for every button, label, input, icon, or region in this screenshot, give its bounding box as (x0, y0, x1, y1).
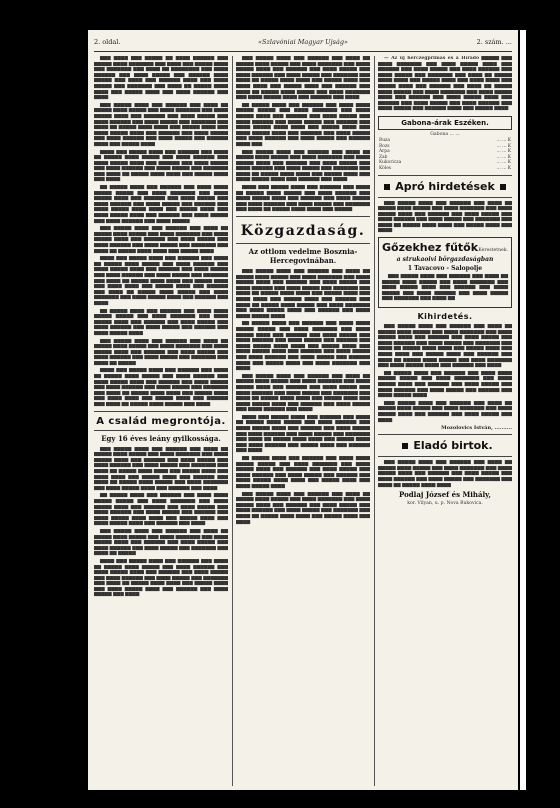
section-title: A család megrontója. (96, 415, 226, 427)
sale-title: Eladó birtok. (378, 439, 512, 452)
square-ornament-icon (384, 184, 390, 190)
ad-subtitle: a strukaoivi börgazdaságban (396, 256, 494, 264)
section-rule (378, 434, 512, 435)
column-divider (374, 56, 375, 786)
article-subtitle: Egy 16 éves leány gyilkossága. (101, 433, 221, 443)
column-3 (378, 56, 512, 786)
price-name: Zab (379, 154, 388, 160)
section-rule (236, 243, 370, 244)
price-name: Köles (379, 165, 392, 171)
price-table-caption: Gabona ... ... (430, 131, 460, 137)
ad-brand: Gőzekhez fűtők (382, 241, 479, 255)
article-text: ▆▆▆ ▆▆▆▆▆ ▆▆▆▆ ▆▆▆ ▆▆▆▆▆▆ ▆▆▆ ▆▆▆▆ ▆▆ ▆▆▆▆▆ ▆▆▆▆ ▆▆▆▆▆ ▆▆▆ ▆▆▆▆ ▆▆▆▆▆▆▆ ▆▆▆ ▆▆▆▆ ▆▆▆▆▆ ▆▆▆▆ ▆▆▆ ▆▆▆▆▆▆ ▆▆▆ ▆▆▆▆ ▆▆▆▆▆ ▆▆▆ ▆▆▆▆ ▆▆▆▆▆▆ ▆▆▆ ▆▆▆▆ ▆▆▆▆▆ ▆▆▆ ▆▆▆▆▆▆▆ ▆▆▆ ▆▆▆▆ ▆▆ ▆▆▆▆▆ ▆▆▆▆ ▆▆▆▆ ▆▆▆ ▆▆▆▆▆ ▆▆▆▆ ▆▆▆ ▆▆▆▆ ▆▆▆▆ ▆▆▆ ▆▆▆▆▆ ▆▆▆▆ ▆▆▆ ▆▆▆▆▆▆ ▆▆▆ ▆▆▆▆ ▆▆ ▆▆▆▆▆ ▆▆▆▆ ▆▆▆▆▆ ▆▆▆ ▆▆▆▆ ▆▆▆▆▆▆▆ ▆▆▆ ▆▆▆▆ ▆▆▆▆▆ ▆▆▆▆ ▆▆▆ ▆▆▆▆▆▆ ▆▆▆ ▆▆▆▆ ▆▆ ▆▆▆▆▆ ▆▆▆▆ ▆▆▆ ▆▆▆▆▆▆ ▆▆▆ ▆▆▆▆ ▆▆▆▆ ▆▆▆▆▆ ▆▆▆▆▆ ▆▆▆ ▆▆▆▆ ▆▆▆▆▆▆▆ ▆▆▆ ▆▆▆▆ ▆▆▆▆▆ ▆▆▆▆ ▆▆▆ ▆▆▆▆▆▆ ▆▆▆ ▆▆▆▆ ▆▆▆▆▆ ▆▆▆ ▆▆▆▆ ▆▆▆▆▆▆ ▆▆▆ ▆▆▆▆ ▆▆▆▆▆ ▆▆▆ ▆▆▆▆▆▆ ▆▆▆ ▆▆▆▆ ▆▆▆▆▆ ▆▆▆▆ ▆▆▆▆ ▆▆▆ ▆▆▆▆▆ ▆▆▆▆ ▆▆▆ ▆▆▆▆ ▆▆▆▆▆ ▆▆▆▆ ▆▆▆ ▆▆▆▆▆▆ ▆▆▆ ▆▆▆▆ ▆▆▆▆▆ ▆▆▆ ▆▆▆▆ ▆▆▆▆▆▆ ▆▆▆ ▆▆▆▆ ▆▆▆▆▆ ▆▆▆ ▆▆▆▆▆▆ ▆▆▆▆ ▆▆▆ ▆▆▆ ▆▆▆▆▆ ▆▆▆▆ ▆▆▆ ▆▆▆▆▆▆ ▆▆▆ ▆▆▆▆ ▆▆ ▆▆▆▆▆ ▆▆▆▆ ▆▆▆▆▆ ▆▆▆ ▆▆▆▆ ▆▆▆▆▆▆▆ ▆▆▆ ▆▆▆▆ ▆▆▆▆▆ ▆▆▆▆ ▆▆▆ ▆▆▆▆▆▆ ▆▆▆ ▆▆▆▆ ▆▆▆▆▆ ▆▆▆ ▆▆▆▆ ▆▆▆▆▆▆ ▆▆▆ ▆▆▆▆ ▆▆▆▆▆ ▆▆▆ ▆▆▆▆▆▆▆ ▆▆▆ ▆▆▆▆ ▆▆ ▆▆▆▆▆ ▆▆▆▆ ▆▆▆▆ ▆▆▆ ▆▆▆▆▆ ▆▆▆▆ ▆▆▆ ▆▆▆▆ ▆▆▆▆▆ ▆▆▆▆ ▆▆▆ ▆▆▆▆▆▆ ▆▆▆ ▆▆▆▆ ▆▆▆▆ ▆▆▆ ▆▆▆▆▆ ▆▆▆▆ ▆▆▆ ▆▆▆▆▆▆ ▆▆▆ ▆▆▆▆ ▆▆ ▆▆▆▆▆ ▆▆▆▆ ▆▆▆▆▆ ▆▆▆ ▆▆▆▆ ▆▆▆▆▆▆ ▆▆▆ ▆▆▆▆ ▆▆▆▆▆ ▆▆▆▆ ▆▆▆ ▆▆▆▆▆▆ ▆▆▆ ▆▆▆▆ ▆▆▆▆▆ ▆▆▆ ▆▆▆▆ ▆▆▆▆▆▆ ▆▆▆ ▆▆▆▆ ▆▆▆▆▆ ▆▆▆ ▆▆▆▆▆▆▆ ▆▆▆ ▆▆▆▆ ▆▆ ▆▆▆▆▆ ▆▆▆▆ ▆▆▆▆ ▆▆▆ ▆▆▆▆▆ (236, 56, 370, 213)
sale-contact: Podlaj József és Mihály, (399, 490, 491, 500)
square-ornament-icon (402, 443, 408, 449)
small-ads-title: Apró hirdetések (378, 180, 512, 193)
square-ornament-icon (500, 184, 506, 190)
page-number: 2. oldal. (94, 38, 121, 46)
ad-location: 1 Tavacovo - Salopolje (407, 265, 483, 273)
newspaper-page (88, 30, 518, 790)
price-box-title: Gabona-árak Eszéken. (378, 116, 512, 130)
price-value: ... ... K (496, 143, 511, 149)
article-text: ▆▆▆ ▆▆▆▆▆ ▆▆▆▆ ▆▆▆ ▆▆▆▆▆▆ ▆▆▆ ▆▆▆▆ ▆▆ ▆▆▆▆▆ ▆▆▆▆ ▆▆▆▆▆ ▆▆▆ ▆▆▆▆ ▆▆▆▆▆▆▆ ▆▆▆ ▆▆▆▆ ▆▆▆▆▆ ▆▆▆▆ ▆▆▆ ▆▆▆▆▆▆ ▆▆▆ ▆▆▆▆ ▆▆▆▆▆ ▆▆▆ ▆▆▆▆ ▆▆▆▆▆▆ ▆▆▆ ▆▆▆▆ ▆▆▆▆▆ ▆▆▆ ▆▆▆▆▆▆▆ ▆▆▆ ▆▆▆▆ ▆▆ ▆▆▆▆▆ ▆▆▆▆ ▆▆▆▆ ▆▆▆ ▆▆▆▆▆ ▆▆▆▆ ▆▆▆ ▆▆▆▆ ▆▆▆▆ ▆▆▆ ▆▆▆▆▆ ▆▆▆▆ ▆▆▆ ▆▆▆▆▆▆ ▆▆▆ ▆▆▆▆ ▆▆ ▆▆▆▆▆ ▆▆▆▆ ▆▆▆▆▆ ▆▆▆ ▆▆▆▆ ▆▆▆▆▆▆▆ ▆▆▆ ▆▆▆▆ ▆▆▆▆▆ ▆▆▆▆ ▆▆▆ ▆▆▆▆▆▆ ▆▆▆ ▆▆▆▆ ▆▆▆▆ ▆▆▆▆▆ ▆▆▆▆ ▆▆ ▆▆▆▆▆ ▆▆▆▆ ▆▆▆ ▆▆▆▆▆▆ ▆▆▆ ▆▆▆▆ ▆▆▆▆ ▆▆▆▆▆ ▆▆▆▆▆ ▆▆▆ ▆▆▆▆ ▆▆▆▆▆▆▆ ▆▆▆ ▆▆▆▆ ▆▆▆▆▆ ▆▆▆▆ ▆▆▆ ▆▆▆▆▆▆ ▆▆▆ ▆▆▆▆ ▆▆▆▆▆ ▆▆▆ ▆▆▆▆ ▆▆▆▆▆▆ ▆▆▆ ▆▆▆▆ ▆▆▆▆▆ ▆▆▆ ▆▆▆▆▆▆ ▆▆▆ ▆▆▆▆ ▆▆▆▆▆ ▆▆▆▆ ▆▆▆▆ ▆▆▆ ▆▆▆▆▆ ▆▆▆▆ ▆▆▆ ▆▆▆▆ ▆▆▆▆▆ ▆▆▆▆ ▆▆▆ ▆▆▆▆▆▆ ▆▆▆ ▆▆▆▆ ▆▆▆▆▆ ▆▆▆ ▆▆▆▆ ▆▆▆▆▆▆ ▆▆▆ ▆▆▆▆ ▆▆▆▆▆ ▆▆▆ ▆▆▆▆▆▆ ▆▆▆▆ ▆▆▆ ▆▆▆▆▆ ▆▆▆▆ ▆▆▆ ▆▆▆▆ ▆▆▆▆▆▆▆ ▆▆▆ ▆▆▆▆ ▆▆▆ ▆▆▆▆▆ ▆▆▆▆ ▆▆▆ ▆▆▆▆▆▆ ▆▆▆ ▆▆▆▆ ▆▆ ▆▆▆▆▆ ▆▆▆▆ ▆▆▆▆▆ ▆▆▆ ▆▆▆▆ ▆▆▆▆▆▆▆ ▆▆▆ ▆▆▆▆ ▆▆▆▆▆ ▆▆▆▆ ▆▆▆ ▆▆▆▆▆▆ ▆▆▆ ▆▆▆▆ ▆▆▆▆▆ ▆▆▆ ▆▆▆▆ ▆▆▆▆▆▆ ▆▆▆ ▆▆▆▆ ▆▆▆▆▆ ▆▆▆ ▆▆▆▆▆▆▆ ▆▆▆ ▆▆▆▆ ▆▆ ▆▆▆▆▆ ▆▆▆▆ ▆▆▆▆ ▆▆▆ ▆▆▆▆▆ ▆▆▆▆ ▆▆▆ ▆▆▆▆ ▆▆▆▆▆ ▆▆▆▆ ▆▆▆ ▆▆▆▆▆▆ ▆▆▆ ▆▆▆▆ ▆▆▆▆▆ ▆▆▆ ▆▆▆▆ ▆▆▆▆▆▆ ▆▆▆ ▆▆▆▆ ▆▆▆▆ ▆▆▆ ▆▆▆▆▆ ▆▆▆▆ ▆▆▆ ▆▆▆▆▆▆ ▆▆▆ ▆▆▆▆ ▆▆ ▆▆▆▆▆ ▆▆▆▆ ▆▆▆▆▆ ▆▆▆ ▆▆▆▆ ▆▆▆▆▆▆ ▆▆▆ ▆▆▆▆ ▆▆▆▆▆ ▆▆▆▆ ▆▆▆ ▆▆▆▆▆▆ ▆▆▆ ▆▆▆▆ ▆▆▆▆▆ ▆▆▆ ▆▆▆▆ ▆▆▆▆▆▆ ▆▆▆ ▆▆▆▆ ▆▆▆▆▆ ▆▆▆ ▆▆▆▆▆▆▆ ▆▆▆ ▆▆▆▆ ▆▆ ▆▆▆▆▆ ▆▆▆▆ ▆▆▆▆ ▆▆▆ ▆▆▆▆▆ ▆▆▆▆ ▆▆▆ ▆▆▆▆ ▆▆▆▆▆▆ ▆▆▆ ▆▆▆▆▆ ▆▆▆▆ ▆▆▆ ▆▆▆▆▆▆ ▆▆▆ ▆▆▆▆ ▆▆ ▆▆▆▆▆ ▆▆▆▆ ▆▆▆ ▆▆▆▆▆▆ ▆▆▆ ▆▆▆▆ ▆▆▆▆ ▆▆▆▆▆ ▆▆▆▆▆ ▆▆▆ ▆▆▆▆ ▆▆▆▆▆▆▆ ▆▆▆ ▆▆▆▆ ▆▆▆▆▆ ▆▆▆▆ ▆▆▆ ▆▆▆▆▆▆ ▆▆▆ ▆▆▆▆ ▆▆▆▆▆ ▆▆▆ ▆▆▆▆ ▆▆▆▆▆▆ ▆▆▆ ▆▆▆▆ ▆▆▆▆▆ ▆▆▆ ▆▆▆▆▆▆ ▆▆▆ ▆▆▆▆ ▆▆▆▆▆ ▆▆▆▆ ▆▆▆▆ ▆▆▆ ▆▆▆▆▆ ▆▆▆▆ ▆▆▆ ▆▆▆▆ ▆▆▆▆▆ ▆▆▆▆ ▆▆▆ ▆▆▆▆▆ ▆▆▆▆ ▆▆▆ ▆▆▆▆▆▆ ▆▆▆ ▆▆▆▆ ▆▆ ▆▆▆▆▆ ▆▆▆▆ ▆▆▆▆▆ ▆▆▆ ▆▆▆▆ ▆▆▆▆▆▆▆ ▆▆▆ ▆▆▆▆ ▆▆▆▆▆ ▆▆▆▆ ▆▆▆ ▆▆▆▆▆▆ ▆▆▆ ▆▆▆▆ ▆▆▆▆▆ ▆▆▆ ▆▆▆▆ ▆▆▆▆▆▆ ▆▆▆ ▆▆▆▆ ▆▆▆▆▆ ▆▆▆ ▆▆▆▆▆▆▆ ▆▆▆ ▆▆▆▆ ▆▆ ▆▆▆▆▆ ▆▆▆▆ ▆▆▆▆ ▆▆▆ ▆▆▆▆▆ ▆▆▆▆ ▆▆▆ ▆▆▆▆ (236, 269, 370, 525)
section-rule (378, 175, 512, 176)
section-rule (94, 430, 228, 431)
price-name: Buza (379, 137, 390, 143)
price-name: Rozs (379, 143, 390, 149)
article-text: ▆▆▆ ▆▆▆▆▆ ▆▆▆▆ ▆▆▆ ▆▆▆▆▆▆ ▆▆▆ ▆▆▆▆ ▆▆ ▆▆▆▆▆ ▆▆▆▆ ▆▆▆▆▆ ▆▆▆ ▆▆▆▆ ▆▆▆▆▆▆▆ ▆▆▆ ▆▆▆▆ ▆▆▆▆▆ ▆▆▆▆ ▆▆▆ ▆▆▆▆▆▆ ▆▆▆ ▆▆▆▆ ▆▆▆▆▆ ▆▆▆ ▆▆▆▆ ▆▆▆▆▆▆ ▆▆▆ ▆▆▆▆ ▆▆▆▆▆ ▆▆▆ ▆▆▆▆▆▆▆ ▆▆▆ ▆▆▆▆ ▆▆ ▆▆▆▆▆ ▆▆▆▆ ▆▆▆▆ ▆▆▆ ▆▆▆▆▆ ▆▆▆▆ ▆▆▆ ▆▆▆▆ ▆▆▆▆ ▆▆▆ ▆▆▆▆▆ ▆▆▆▆ ▆▆▆ ▆▆▆▆▆▆ ▆▆▆ ▆▆▆▆ ▆▆ ▆▆▆▆▆ ▆▆▆▆ ▆▆▆▆▆ ▆▆▆ ▆▆▆▆ ▆▆▆▆▆▆▆ ▆▆▆ ▆▆▆▆ ▆▆▆▆▆ ▆▆▆▆ ▆▆▆ ▆▆▆▆▆▆ ▆▆▆ ▆▆▆▆ ▆▆ ▆▆▆▆▆ ▆▆▆▆ ▆▆▆ ▆▆▆▆▆▆ ▆▆▆ ▆▆▆▆ ▆▆▆▆ ▆▆▆▆▆ ▆▆▆▆▆ ▆▆▆ ▆▆▆▆ ▆▆▆▆▆▆▆ ▆▆▆ ▆▆▆▆ ▆▆▆▆▆ ▆▆▆▆ ▆▆▆ ▆▆▆▆▆▆ ▆▆▆ ▆▆▆▆ ▆▆▆▆▆ ▆▆▆ ▆▆▆▆ ▆▆▆▆▆▆ ▆▆▆ ▆▆▆▆ ▆▆▆▆▆ ▆▆▆ ▆▆▆▆▆▆ ▆▆▆ ▆▆▆▆ ▆▆▆▆▆ ▆▆▆▆ ▆▆▆▆ ▆▆▆ ▆▆▆▆▆ ▆▆▆▆ ▆▆▆ ▆▆▆▆ ▆▆▆▆▆ ▆▆▆▆ ▆▆▆ ▆▆▆▆▆▆ ▆▆▆ ▆▆▆▆ ▆▆▆ ▆▆▆▆▆ ▆▆▆▆ ▆▆▆ ▆▆▆▆▆▆ ▆▆▆ ▆▆▆▆ ▆▆ ▆▆▆▆▆ ▆▆▆▆ ▆▆▆▆▆ ▆▆▆ ▆▆▆▆ ▆▆▆▆▆▆▆ ▆▆▆ ▆▆▆▆ ▆▆▆▆▆ ▆▆▆▆ ▆▆▆ ▆▆▆▆▆▆ ▆▆▆ ▆▆▆▆ ▆▆▆▆▆ ▆▆▆ ▆▆▆▆ ▆▆▆▆▆▆ ▆▆▆ ▆▆▆▆ ▆▆▆▆▆ ▆▆▆ ▆▆▆▆▆▆▆ ▆▆▆ ▆▆▆▆ ▆▆ ▆▆▆▆▆ ▆▆▆▆ ▆▆▆ ▆▆▆▆▆ ▆▆▆▆ ▆▆▆ ▆▆▆▆▆▆ ▆▆▆ ▆▆▆▆ ▆▆ ▆▆▆▆▆ ▆▆▆▆ ▆▆▆▆▆ ▆▆▆ ▆▆▆▆ ▆▆▆▆▆▆ ▆▆▆ ▆▆▆▆ ▆▆▆▆▆ ▆▆▆▆ ▆▆▆ ▆▆▆▆▆▆ ▆▆▆ ▆▆▆▆ ▆▆▆▆▆ ▆▆▆ ▆▆▆▆ ▆▆▆▆▆▆ ▆▆▆ ▆▆▆▆ ▆▆▆▆▆ ▆▆▆ ▆▆▆▆▆▆▆ ▆▆▆ ▆▆▆▆ ▆▆ ▆▆▆▆▆ ▆▆▆▆ ▆▆▆▆ ▆▆▆ ▆▆▆▆▆ ▆▆▆▆ ▆▆▆ ▆▆▆▆ ▆▆▆▆▆ ▆▆▆▆ ▆▆▆ ▆▆▆▆▆▆ ▆▆▆ ▆▆▆▆ ▆▆▆▆▆ ▆▆▆ ▆▆▆▆ (94, 446, 228, 598)
column-divider (232, 56, 233, 786)
section-rule (378, 456, 512, 457)
price-name: Árpa (379, 149, 390, 155)
ad-text: ▆▆▆ ▆▆▆▆▆ ▆▆▆▆ ▆▆▆ ▆▆▆▆▆▆ ▆▆▆ ▆▆▆▆ ▆▆ ▆▆▆▆▆ ▆▆▆▆ ▆▆▆▆▆ ▆▆▆ ▆▆▆▆ ▆▆▆▆▆▆▆ ▆▆▆ ▆▆▆▆ ▆▆▆▆▆ ▆▆▆▆ ▆▆▆ ▆▆▆▆▆▆ ▆▆▆ ▆▆▆▆ ▆▆▆▆▆ ▆▆▆ ▆▆▆▆ ▆▆▆▆▆▆ ▆▆▆ ▆▆▆▆ ▆▆▆▆▆ ▆▆▆ ▆▆▆▆▆▆▆ ▆▆▆ ▆▆▆▆ ▆▆ (382, 274, 508, 302)
price-value: ... ... K (496, 154, 511, 160)
column-2 (236, 56, 370, 786)
page-header (94, 38, 512, 50)
ad-box (378, 237, 512, 308)
kihirdetes-title: Kihirdetés. (417, 312, 473, 322)
issue-number: 2. szám. ... (476, 38, 512, 46)
price-value: ... ... K (496, 165, 511, 171)
price-value: ... ... K (496, 137, 511, 143)
price-table (378, 138, 512, 172)
scan-edge (520, 30, 526, 790)
column-1 (94, 56, 228, 786)
signature: Mozolovics István, .......... (441, 425, 512, 432)
notice-text: — Az uj herczegprimás és a Híradó ▆▆▆▆▆ ▆▆▆ ▆▆▆▆ ▆▆▆▆▆▆▆ ▆▆▆ ▆▆▆▆ ▆▆▆▆▆ ▆▆▆▆ ▆▆▆ ▆▆▆▆▆▆ ▆▆▆ ▆▆▆▆ ▆▆▆▆▆ ▆▆▆ ▆▆▆▆ ▆▆▆▆▆▆ ▆▆▆ ▆▆▆▆ ▆▆▆▆▆ ▆▆▆ ▆▆▆▆▆▆▆ ▆▆▆ ▆▆▆▆ ▆▆ ▆▆▆▆▆ ▆▆▆▆ ▆▆▆▆ ▆▆▆ ▆▆▆▆▆ ▆▆▆▆ ▆▆▆ ▆▆▆▆ ▆▆▆▆ ▆▆▆ ▆▆▆▆▆ ▆▆▆▆ ▆▆▆ ▆▆▆▆▆▆ ▆▆▆ ▆▆▆▆ ▆▆ ▆▆▆▆▆ ▆▆▆▆ ▆▆▆▆▆ ▆▆▆ ▆▆▆▆ ▆▆▆▆▆▆▆ ▆▆▆ ▆▆▆▆ ▆▆▆▆▆ ▆▆▆▆ ▆▆▆ ▆▆▆▆▆▆ ▆▆▆ ▆▆▆▆ ▆▆▆▆▆ ▆▆▆▆ ▆▆▆ ▆▆▆▆▆▆ ▆▆▆ ▆▆▆▆ ▆▆▆▆▆ ▆▆▆ ▆▆▆▆ ▆▆▆▆▆▆ ▆▆▆ ▆▆▆▆ ▆▆▆▆▆ ▆▆▆ ▆▆▆▆▆▆ ▆▆▆▆ ▆▆▆ ▆▆▆▆▆ ▆▆▆▆ (378, 56, 512, 112)
price-value: ... ... K (496, 160, 511, 166)
section-rule (236, 216, 370, 217)
price-name: Kukoricza (379, 160, 402, 166)
section-rule (94, 411, 228, 412)
notice-title: — Az uj herczegprimás és a Híradó (384, 56, 480, 61)
price-row (378, 166, 512, 172)
price-value: ... ... K (496, 149, 511, 155)
section-rule (378, 197, 512, 198)
article-title: Az ottlom vedelme Bosznia-Hercegovinában. (248, 247, 358, 266)
article-text: ▆▆▆ ▆▆▆▆ ▆▆▆ ▆▆▆▆▆ ▆▆ ▆▆▆▆ ▆▆▆▆▆▆ ▆▆▆ ▆▆▆▆▆ ▆▆▆▆ ▆▆▆▆▆▆▆ ▆▆▆ ▆▆▆▆ ▆▆▆ ▆▆▆▆▆ ▆▆▆▆ ▆▆▆ ▆▆▆▆▆▆▆ ▆▆▆ ▆▆▆▆ ▆▆ ▆▆▆▆▆▆▆▆ ▆▆▆ ▆▆▆▆ ▆▆▆▆▆▆ ▆▆▆ ▆▆▆▆ ▆▆▆▆▆ ▆▆▆ ▆▆▆▆▆▆ ▆▆▆▆ ▆▆▆▆▆ ▆▆▆ ▆▆▆▆ ▆▆▆ ▆▆▆▆▆▆ ▆▆▆▆ ▆▆▆ ▆▆▆▆ ▆▆▆▆▆ ▆▆▆ ▆▆▆▆▆▆▆ ▆▆▆ ▆▆▆▆ ▆▆ ▆▆▆▆▆ ▆▆▆▆ ▆▆▆▆ ▆▆▆ ▆▆▆▆▆ ▆▆▆▆ ▆▆▆ ▆▆▆▆ ▆▆▆▆▆▆ ▆▆▆ ▆▆▆▆ ▆▆▆ ▆▆▆▆▆ ▆▆▆▆ ▆▆▆ ▆▆▆▆▆▆ ▆▆▆ ▆▆▆▆ ▆▆ ▆▆▆▆▆ ▆▆▆▆ ▆▆▆▆▆ ▆▆▆ ▆▆▆▆ ▆▆▆▆▆▆▆ ▆▆▆ ▆▆▆▆ ▆▆▆▆▆ ▆▆▆▆ ▆▆▆ ▆▆▆▆▆▆ ▆▆▆ ▆▆▆▆ ▆▆▆▆▆ ▆▆▆ ▆▆▆▆ ▆▆▆▆▆▆ ▆▆▆ ▆▆▆▆ ▆▆▆▆▆ ▆▆▆ ▆▆▆▆▆▆▆ ▆▆▆ ▆▆▆▆ ▆▆ ▆▆▆▆▆ ▆▆▆▆ ▆▆▆▆ ▆▆▆ ▆▆▆▆▆ ▆▆▆▆ ▆▆▆ ▆▆▆▆ ▆▆▆▆▆ ▆▆▆▆ ▆▆▆ ▆▆▆▆▆▆ ▆▆▆ ▆▆▆▆ ▆▆▆▆▆ ▆▆▆ ▆▆▆▆ ▆▆▆▆▆▆ ▆▆▆ ▆▆▆▆ ▆▆▆▆▆ ▆▆▆ ▆▆▆▆▆▆ ▆▆▆▆ ▆▆▆ ▆▆▆▆▆ ▆▆▆▆ ▆▆▆▆ ▆▆▆ ▆▆▆▆▆ ▆▆▆▆ ▆▆▆ ▆▆▆▆▆▆ ▆▆▆ ▆▆▆▆ ▆▆ ▆▆▆▆▆ ▆▆▆▆ ▆▆▆▆▆ ▆▆▆ ▆▆▆▆ ▆▆▆▆▆▆ ▆▆▆ ▆▆▆▆ ▆▆▆▆▆ ▆▆▆▆ ▆▆▆ ▆▆▆▆▆▆ ▆▆▆ ▆▆▆▆ ▆▆▆▆▆ ▆▆▆ ▆▆▆▆ ▆▆▆▆▆▆ ▆▆▆ ▆▆▆▆ ▆▆▆▆▆ ▆▆▆ ▆▆▆▆▆▆▆ ▆▆▆ ▆▆▆▆ ▆▆ ▆▆▆▆▆ ▆▆▆▆ ▆▆▆▆ ▆▆▆ ▆▆▆▆▆ ▆▆▆▆ ▆▆▆ ▆▆▆▆ ▆▆ ▆▆▆▆▆ ▆▆▆▆ ▆▆▆ ▆▆▆▆▆▆ ▆▆▆ ▆▆▆▆ ▆▆▆▆ ▆▆▆▆▆ ▆▆▆▆▆ ▆▆▆ ▆▆▆▆ ▆▆▆▆▆▆▆ ▆▆▆ ▆▆▆▆ ▆▆▆▆▆ ▆▆▆▆ ▆▆▆ ▆▆▆▆▆▆ ▆▆▆ ▆▆▆▆ ▆▆▆▆▆ ▆▆▆ ▆▆▆▆ ▆▆▆▆▆▆ ▆▆▆ ▆▆▆▆ ▆▆▆▆▆ ▆▆▆ ▆▆▆▆▆▆ ▆▆▆ ▆▆▆▆ ▆▆▆▆▆ ▆▆▆▆ ▆▆▆▆ ▆▆▆ ▆▆▆▆▆ ▆▆▆▆ ▆▆▆ ▆▆▆▆ ▆▆▆▆▆ ▆▆▆▆ ▆▆▆ ▆▆▆▆▆▆ ▆▆▆ ▆▆▆▆ ▆▆▆▆▆ ▆▆▆ ▆▆▆▆ ▆▆▆▆▆▆ ▆▆▆ ▆▆▆▆ ▆▆▆▆▆ ▆▆▆ ▆▆▆▆▆ ▆▆▆▆ ▆▆▆ ▆▆▆▆▆▆ ▆▆▆ ▆▆▆▆ ▆▆ ▆▆▆▆▆ ▆▆▆▆ ▆▆▆▆▆ ▆▆▆ ▆▆▆▆ ▆▆▆▆▆▆▆ ▆▆▆ ▆▆▆▆ ▆▆▆▆▆ ▆▆▆▆ ▆▆▆ ▆▆▆▆▆▆ ▆▆▆ ▆▆▆▆ ▆▆▆▆▆ ▆▆▆ ▆▆▆▆ ▆▆▆▆▆▆ ▆▆▆ ▆▆▆▆ ▆▆▆▆▆ ▆▆▆ ▆▆▆▆▆▆▆ ▆▆▆ ▆▆▆▆ ▆▆ ▆▆▆▆▆ ▆▆▆▆ ▆▆▆▆ ▆▆▆ ▆▆▆▆▆ ▆▆▆▆ ▆▆▆▆ ▆▆▆ ▆▆▆▆▆ ▆▆▆▆ ▆▆▆ ▆▆▆▆▆▆ ▆▆▆ ▆▆▆▆ ▆▆ ▆▆▆▆▆ ▆▆▆▆ ▆▆▆▆▆ ▆▆▆ ▆▆▆▆ ▆▆▆▆▆▆ ▆▆▆ ▆▆▆▆ ▆▆▆▆▆ ▆▆▆▆ ▆▆▆ ▆▆▆▆▆▆ ▆▆▆ ▆▆▆▆ ▆▆▆▆▆ ▆▆▆ ▆▆▆▆ ▆▆▆▆▆▆ ▆▆▆ ▆▆▆▆ ▆▆▆▆▆ ▆▆▆ ▆▆▆▆▆▆▆ ▆▆▆ ▆▆▆▆ ▆▆ ▆▆▆▆▆ ▆▆▆▆ ▆▆▆▆ ▆▆▆ ▆▆▆▆▆ ▆▆▆▆ ▆▆▆ ▆▆▆▆ ▆▆▆▆ ▆▆▆ ▆▆▆▆▆ ▆▆▆▆ ▆▆▆ ▆▆▆▆▆▆ ▆▆▆ ▆▆▆▆ ▆▆ ▆▆▆▆▆ ▆▆▆▆ ▆▆▆▆▆ ▆▆▆ ▆▆▆▆ ▆▆▆▆▆▆▆ ▆▆▆ ▆▆▆▆ ▆▆▆▆▆ ▆▆▆▆ ▆▆▆ ▆▆▆▆▆▆ ▆▆▆ ▆▆▆▆ ▆▆ ▆▆▆▆▆ ▆▆▆▆ ▆▆▆ ▆▆▆▆▆▆ ▆▆▆ ▆▆▆▆ ▆▆▆▆ ▆▆▆▆▆ ▆▆▆▆▆ ▆▆▆ ▆▆▆▆ ▆▆▆▆▆▆▆ ▆▆▆ ▆▆▆▆ ▆▆▆▆▆ ▆▆▆▆ ▆▆▆ ▆▆▆▆▆▆ ▆▆▆ ▆▆▆▆ ▆▆▆▆▆ ▆▆▆ ▆▆▆▆ ▆▆▆▆▆▆ ▆▆▆ ▆▆▆▆ ▆▆▆▆▆ ▆▆▆ ▆▆▆▆▆▆ ▆▆▆ ▆▆▆▆ ▆▆▆▆▆ ▆▆▆▆ ▆▆▆ ▆▆▆▆▆ ▆▆▆▆ ▆▆▆ ▆▆▆▆▆▆ ▆▆▆ ▆▆▆▆ ▆▆ ▆▆▆▆▆ ▆▆▆▆ ▆▆▆▆▆ ▆▆▆ ▆▆▆▆ ▆▆▆▆▆▆▆ ▆▆▆ ▆▆▆▆ ▆▆▆▆▆ ▆▆▆▆ ▆▆▆ ▆▆▆▆▆▆ ▆▆▆ ▆▆▆▆ ▆▆▆▆▆ ▆▆▆ ▆▆▆▆ ▆▆▆▆▆▆ ▆▆▆ ▆▆▆▆ ▆▆▆▆▆ ▆▆▆ ▆▆▆▆▆▆▆ ▆▆▆ ▆▆▆▆ ▆▆ ▆▆▆▆▆ ▆▆▆▆ ▆▆▆ ▆▆▆▆▆ ▆▆▆▆ ▆▆▆ ▆▆▆▆▆▆ ▆▆▆ ▆▆▆▆ ▆▆ ▆▆▆▆▆ ▆▆▆▆ ▆▆▆▆▆ ▆▆▆ ▆▆▆▆ ▆▆▆▆▆▆ ▆▆▆ ▆▆▆▆ ▆▆▆▆▆ ▆▆▆▆ ▆▆▆ ▆▆▆▆▆▆ ▆▆▆ ▆▆▆▆ ▆▆▆▆▆ ▆▆▆ ▆▆▆▆ ▆▆▆▆▆▆ ▆▆▆ ▆▆▆▆ ▆▆▆▆▆ ▆▆▆ ▆▆▆▆▆▆▆ ▆▆▆ ▆▆▆▆ ▆▆ ▆▆▆▆▆ ▆▆▆▆ ▆▆▆▆ ▆▆▆ ▆▆▆▆▆ ▆▆▆▆ ▆▆▆ ▆▆▆▆ ▆▆▆▆ ▆▆▆ ▆▆▆▆▆ ▆▆▆▆ ▆▆▆ ▆▆▆▆▆▆ ▆▆▆ ▆▆▆▆ ▆▆ ▆▆▆▆▆ ▆▆▆▆ ▆▆▆▆▆ ▆▆▆ ▆▆▆▆ (94, 56, 228, 408)
newspaper-title: «Szlavóniai Magyar Ujság» (258, 38, 348, 46)
header-rule (94, 51, 512, 52)
kihirdetes-text: ▆▆▆ ▆▆▆▆▆ ▆▆▆▆ ▆▆▆ ▆▆▆▆▆▆ ▆▆▆ ▆▆▆▆ ▆▆ ▆▆▆▆▆ ▆▆▆▆ ▆▆▆▆▆ ▆▆▆ ▆▆▆▆ ▆▆▆▆▆▆▆ ▆▆▆ ▆▆▆▆ ▆▆▆▆▆ ▆▆▆▆ ▆▆▆ ▆▆▆▆▆▆ ▆▆▆ ▆▆▆▆ ▆▆▆▆▆ ▆▆▆ ▆▆▆▆ ▆▆▆▆▆▆ ▆▆▆ ▆▆▆▆ ▆▆▆▆▆ ▆▆▆ ▆▆▆▆▆▆▆ ▆▆▆ ▆▆▆▆ ▆▆ ▆▆▆▆▆ ▆▆▆▆ ▆▆▆▆ ▆▆▆ ▆▆▆▆▆ ▆▆▆▆ ▆▆▆ ▆▆▆▆ ▆▆▆▆ ▆▆▆ ▆▆▆▆▆ ▆▆▆▆ ▆▆▆ ▆▆▆▆▆▆ ▆▆▆ ▆▆▆▆ ▆▆ ▆▆▆▆▆ ▆▆▆▆ ▆▆▆▆▆ ▆▆▆ ▆▆▆▆ ▆▆▆▆▆▆▆ ▆▆▆ ▆▆▆▆ ▆▆▆▆▆ ▆▆▆▆ ▆▆▆ ▆▆▆▆▆▆ ▆▆▆ ▆▆▆▆ ▆▆ ▆▆▆▆▆ ▆▆▆▆ ▆▆▆ ▆▆▆▆▆▆ ▆▆▆ ▆▆▆▆ ▆▆▆▆ ▆▆▆▆▆ ▆▆▆▆▆ ▆▆▆ ▆▆▆▆ ▆▆▆▆▆▆▆ ▆▆▆ ▆▆▆▆ ▆▆▆▆▆ ▆▆▆▆ ▆▆▆ ▆▆▆▆▆▆ ▆▆▆ ▆▆▆▆ ▆▆▆▆▆ ▆▆▆ ▆▆▆▆ ▆▆▆▆▆▆ ▆▆▆ ▆▆▆▆ ▆▆▆▆▆ ▆▆▆ ▆▆▆▆▆▆ ▆▆▆ ▆▆▆▆ ▆▆▆▆▆ ▆▆▆▆ ▆▆▆ ▆▆▆▆▆ ▆▆▆▆ ▆▆▆ ▆▆▆▆▆▆ ▆▆▆ ▆▆▆▆ ▆▆ ▆▆▆▆▆ ▆▆▆▆ ▆▆▆▆▆ ▆▆▆ ▆▆▆▆ ▆▆▆▆▆▆▆ ▆▆▆ ▆▆▆▆ ▆▆▆▆▆ ▆▆▆▆ ▆▆▆ ▆▆▆▆▆▆ ▆▆▆ ▆▆▆▆ ▆▆▆▆▆ ▆▆▆ ▆▆▆▆ (378, 324, 512, 423)
section-title: Közgazdaság. (240, 223, 366, 240)
sale-address: kor. Vilyan, u. p. Nova Bukovica. (407, 501, 483, 507)
ad-brand-right: Kerestetnek. (478, 248, 508, 254)
ads-text: ▆▆▆ ▆▆▆▆▆ ▆▆▆▆ ▆▆▆ ▆▆▆▆▆▆ ▆▆▆ ▆▆▆▆ ▆▆ ▆▆▆▆▆ ▆▆▆▆ ▆▆▆▆▆ ▆▆▆ ▆▆▆▆ ▆▆▆▆▆▆▆ ▆▆▆ ▆▆▆▆ ▆▆▆▆▆ ▆▆▆▆ ▆▆▆ ▆▆▆▆▆▆ ▆▆▆ ▆▆▆▆ ▆▆▆▆▆ ▆▆▆ ▆▆▆▆ ▆▆▆▆▆▆ ▆▆▆ ▆▆▆▆ ▆▆▆▆▆ ▆▆▆ ▆▆▆▆▆▆▆ ▆▆▆ ▆▆▆▆ ▆▆ ▆▆▆▆▆ ▆▆▆▆ ▆▆▆▆ ▆▆▆ ▆▆▆▆▆ ▆▆▆▆ ▆▆▆ ▆▆▆▆ (378, 200, 512, 234)
sale-text: ▆▆▆ ▆▆▆▆▆ ▆▆▆▆ ▆▆▆ ▆▆▆▆▆▆ ▆▆▆ ▆▆▆▆ ▆▆ ▆▆▆▆▆ ▆▆▆▆ ▆▆▆▆▆ ▆▆▆ ▆▆▆▆ ▆▆▆▆▆▆▆ ▆▆▆ ▆▆▆▆ ▆▆▆▆▆ ▆▆▆▆ ▆▆▆ ▆▆▆▆▆▆ ▆▆▆ ▆▆▆▆ ▆▆▆▆▆ ▆▆▆ ▆▆▆▆ ▆▆▆▆▆▆ ▆▆▆ ▆▆▆▆ ▆▆▆▆▆ ▆▆▆ ▆▆▆▆▆▆▆ ▆▆▆ ▆▆▆▆ ▆▆ ▆▆▆▆▆ ▆▆▆▆ ▆▆▆▆ (378, 460, 512, 488)
